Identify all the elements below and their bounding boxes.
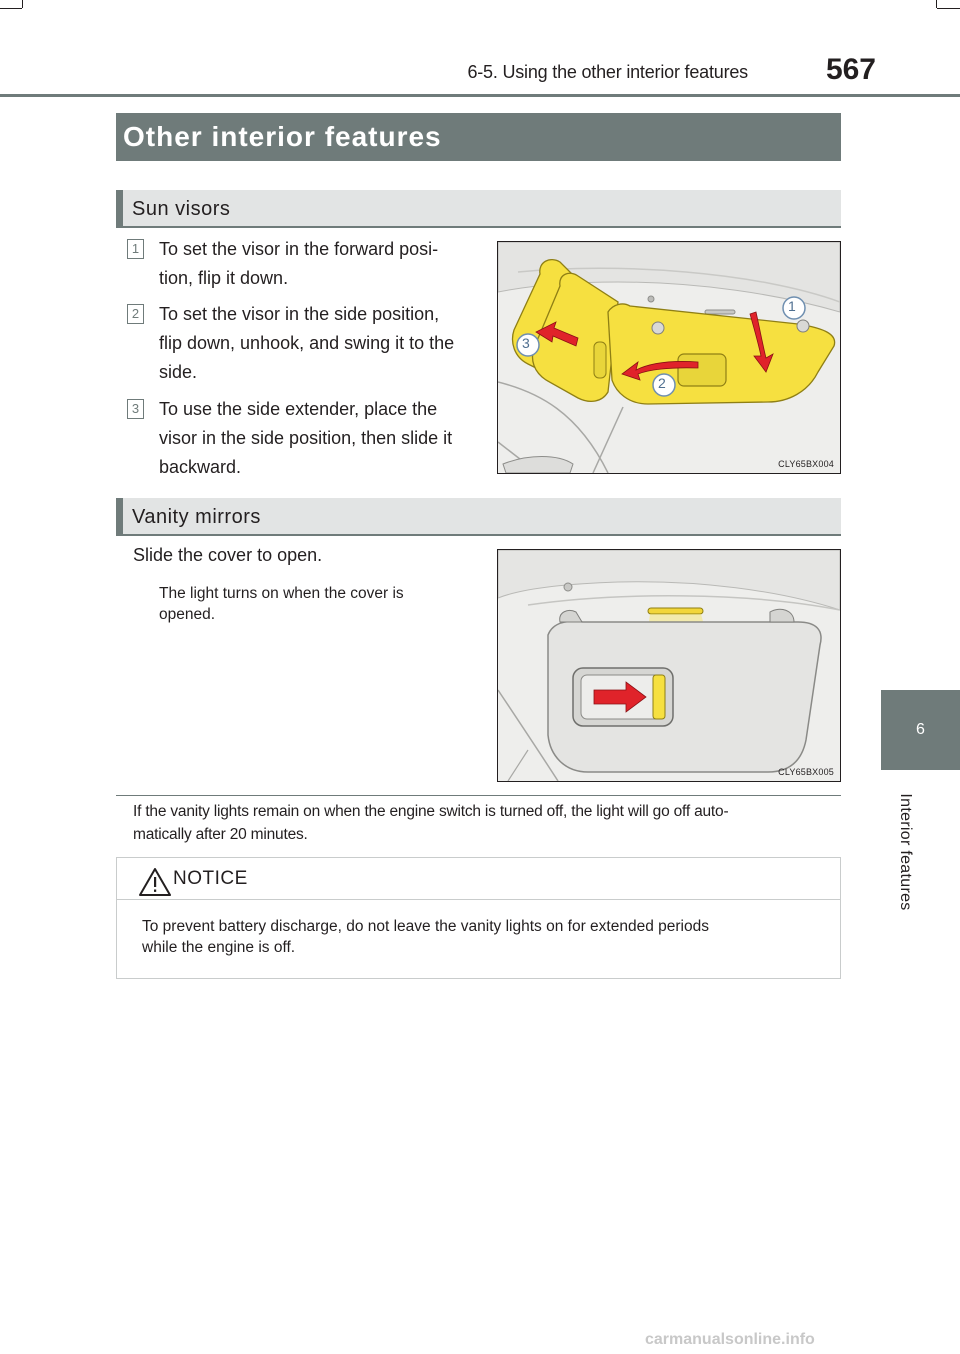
step-number-2: 2 bbox=[127, 304, 144, 324]
step-text-line: flip down, unhook, and swing it to the bbox=[159, 333, 455, 353]
step-text-line: tion, flip it down. bbox=[159, 268, 289, 288]
chapter-number: 6 bbox=[916, 721, 925, 738]
note-rule bbox=[116, 795, 841, 796]
vanity-instruction: Slide the cover to open. bbox=[133, 545, 323, 565]
step-number-1: 1 bbox=[127, 239, 144, 259]
warning-triangle-icon bbox=[139, 866, 175, 898]
note-line: If the vanity lights remain on when the engine switch is turned off, the light will go off auto- bbox=[133, 803, 729, 820]
step-text-line: backward. bbox=[159, 457, 242, 477]
note-text bbox=[133, 800, 838, 846]
chapter-tab[interactable] bbox=[881, 690, 960, 770]
step-number-3: 3 bbox=[127, 399, 144, 419]
callout-2: 2 bbox=[658, 375, 666, 391]
crop-mark bbox=[22, 0, 23, 8]
figure-code: CLY65BX004 bbox=[778, 459, 834, 469]
heading-bar bbox=[116, 190, 123, 226]
notice-text bbox=[142, 916, 830, 958]
notice-label: NOTICE bbox=[173, 868, 248, 889]
vanity-mirror-illustration bbox=[497, 549, 841, 782]
sun-visor-illustration bbox=[497, 241, 841, 474]
watermark: carmanualsonline.info bbox=[645, 1331, 815, 1348]
figure-code: CLY65BX005 bbox=[778, 767, 834, 777]
vanity-detail bbox=[159, 583, 479, 625]
crop-mark bbox=[936, 0, 937, 8]
header-rule bbox=[0, 94, 960, 97]
step-text-line: To use the side extender, place the bbox=[159, 399, 438, 419]
crop-mark bbox=[0, 8, 22, 9]
vanity-mirrors-heading-text: Vanity mirrors bbox=[132, 506, 261, 528]
sun-visor-drawing bbox=[498, 242, 840, 473]
page-number: 567 bbox=[825, 53, 876, 86]
step-text-line: To set the visor in the forward posi- bbox=[159, 239, 439, 259]
sun-visors-heading bbox=[116, 190, 841, 228]
running-header-section: 6-5. Using the other interior features bbox=[467, 62, 748, 82]
callout-3: 3 bbox=[522, 335, 530, 351]
vanity-detail-line: The light turns on when the cover is bbox=[159, 585, 404, 602]
notice-header bbox=[117, 858, 840, 900]
note-line: matically after 20 minutes. bbox=[133, 826, 308, 843]
notice-line: while the engine is off. bbox=[142, 939, 296, 956]
chapter-side-label bbox=[895, 784, 915, 919]
vanity-mirrors-heading bbox=[116, 498, 841, 536]
sun-visors-heading-text: Sun visors bbox=[132, 198, 231, 220]
step-text-line: To set the visor in the side position, bbox=[159, 304, 440, 324]
step-text-1 bbox=[159, 235, 479, 293]
heading-bar bbox=[116, 498, 123, 534]
step-text-line: side. bbox=[159, 362, 198, 382]
chapter-title: Interior features bbox=[897, 792, 914, 911]
callout-1: 1 bbox=[788, 298, 796, 314]
vanity-detail-line: opened. bbox=[159, 606, 216, 623]
notice-line: To prevent battery discharge, do not leave the vanity lights on for extended periods bbox=[142, 918, 709, 935]
notice-box bbox=[116, 857, 841, 979]
page-title: Other interior features bbox=[116, 113, 841, 161]
step-text-3 bbox=[159, 395, 479, 482]
step-text-2 bbox=[159, 300, 479, 387]
vanity-mirror-drawing bbox=[498, 550, 840, 781]
step-text-line: visor in the side position, then slide it bbox=[159, 428, 453, 448]
crop-mark bbox=[937, 8, 960, 9]
